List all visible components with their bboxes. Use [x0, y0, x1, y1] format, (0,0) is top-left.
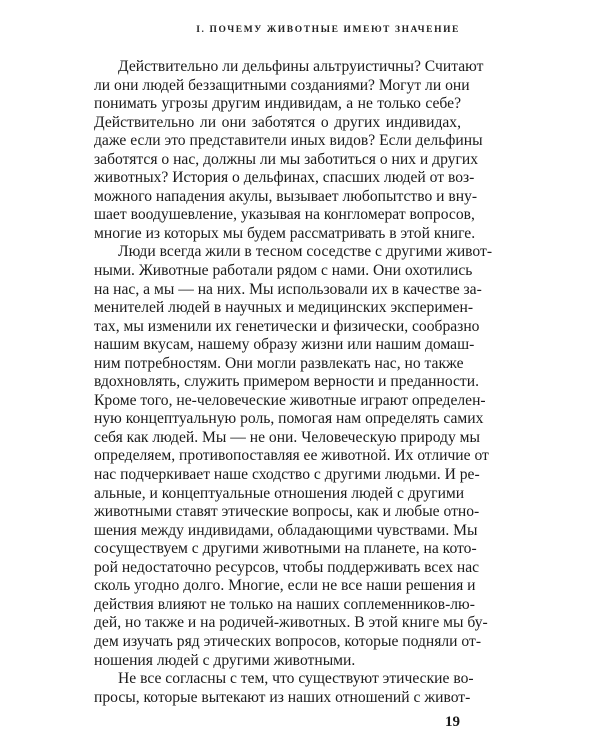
text-line: менителей людей в научных и медицинских эксперимен- [94, 299, 474, 317]
paragraph [94, 670, 474, 707]
text-line: Люди всегда жили в тесном соседстве с другими живот- [118, 243, 493, 261]
text-line: тах, мы изменили их генетически и физически, сообразно [94, 317, 480, 335]
text-line: понимать угрозы другим индивидам, а не только себе? [94, 95, 461, 113]
page-number: 19 [445, 714, 460, 730]
running-head: I. ПОЧЕМУ ЖИВОТНЫЕ ИМЕЮТ ЗНАЧЕНИЕ [196, 25, 460, 35]
body-text [94, 58, 493, 707]
text-line: вдохновлять, служить примером верности и преданности. [94, 373, 479, 391]
text-line: можного нападения акулы, вызывает любопытство и вну- [94, 187, 478, 205]
text-line: шает воодушевление, указывая на конгломерат вопросов, [94, 206, 475, 224]
paragraph [94, 243, 493, 670]
text-line: шения между индивидами, обладающими чувствами. Мы [94, 521, 478, 539]
text-line: даже если это представители иных видов? Если дельфины [94, 132, 483, 150]
text-line: нас подчеркивает наше сходство с другими людьми. И ре- [94, 466, 480, 484]
text-line: ним потребностям. Они могли развлекать нас, но также [94, 354, 464, 372]
text-line: животными ставят этические вопросы, как и любые отно- [94, 503, 480, 521]
text-line: заботятся о нас, должны ли мы заботиться о них и других [94, 150, 479, 168]
text-line: альные, и концептуальные отношения людей с другими [94, 484, 465, 502]
text-line: Не все согласны с тем, что существуют этические во- [118, 670, 474, 688]
text-line: рой недостаточно ресурсов, чтобы поддерживать всех нас [94, 558, 480, 576]
text-line: ношения людей с другими животными. [94, 651, 356, 669]
text-line: ли они людей беззащитными созданиями? Могут ли они [94, 76, 470, 94]
text-line: дей, но также и на родичей-животных. В этой книге мы бу- [94, 614, 488, 632]
text-line: определяем, противопоставляя ее животной. Их отличие от [94, 447, 489, 465]
paragraph [94, 58, 484, 243]
text-line: просы, которые вытекают из наших отношений с живот- [94, 688, 471, 706]
text-line: Кроме того, не-человеческие животные играют определен- [94, 391, 486, 409]
text-line: себя как людей. Мы — не они. Человеческую природу мы [94, 428, 481, 446]
text-line: животных? История о дельфинах, спасших людей от воз- [94, 169, 475, 187]
text-line: ными. Животные работали рядом с нами. Они охотились [94, 262, 473, 280]
text-line: действия влияют не только на наших соплеменников-лю- [94, 595, 475, 613]
text-line: сколь угодно долго. Многие, если не все наши решения и [94, 577, 476, 595]
text-line: нашим вкусам, нашему образу жизни или нашим домаш- [94, 336, 475, 354]
text-line: многие из которых мы будем рассматривать в этой книге. [94, 224, 476, 242]
text-line: дем изучать ряд этических вопросов, которые подняли от- [94, 632, 482, 650]
text-line: ную концептуальную роль, помогая нам определять самих [94, 410, 484, 428]
text-line: Действительно ли они заботятся о других индивидах, [94, 113, 461, 131]
text-line: на нас, а мы — на них. Мы использовали их в качестве за- [94, 280, 482, 298]
text-line: сосуществуем с другими животными на планете, на кото- [94, 540, 477, 558]
text-line: Действительно ли дельфины альтруистичны? Считают [118, 58, 484, 75]
